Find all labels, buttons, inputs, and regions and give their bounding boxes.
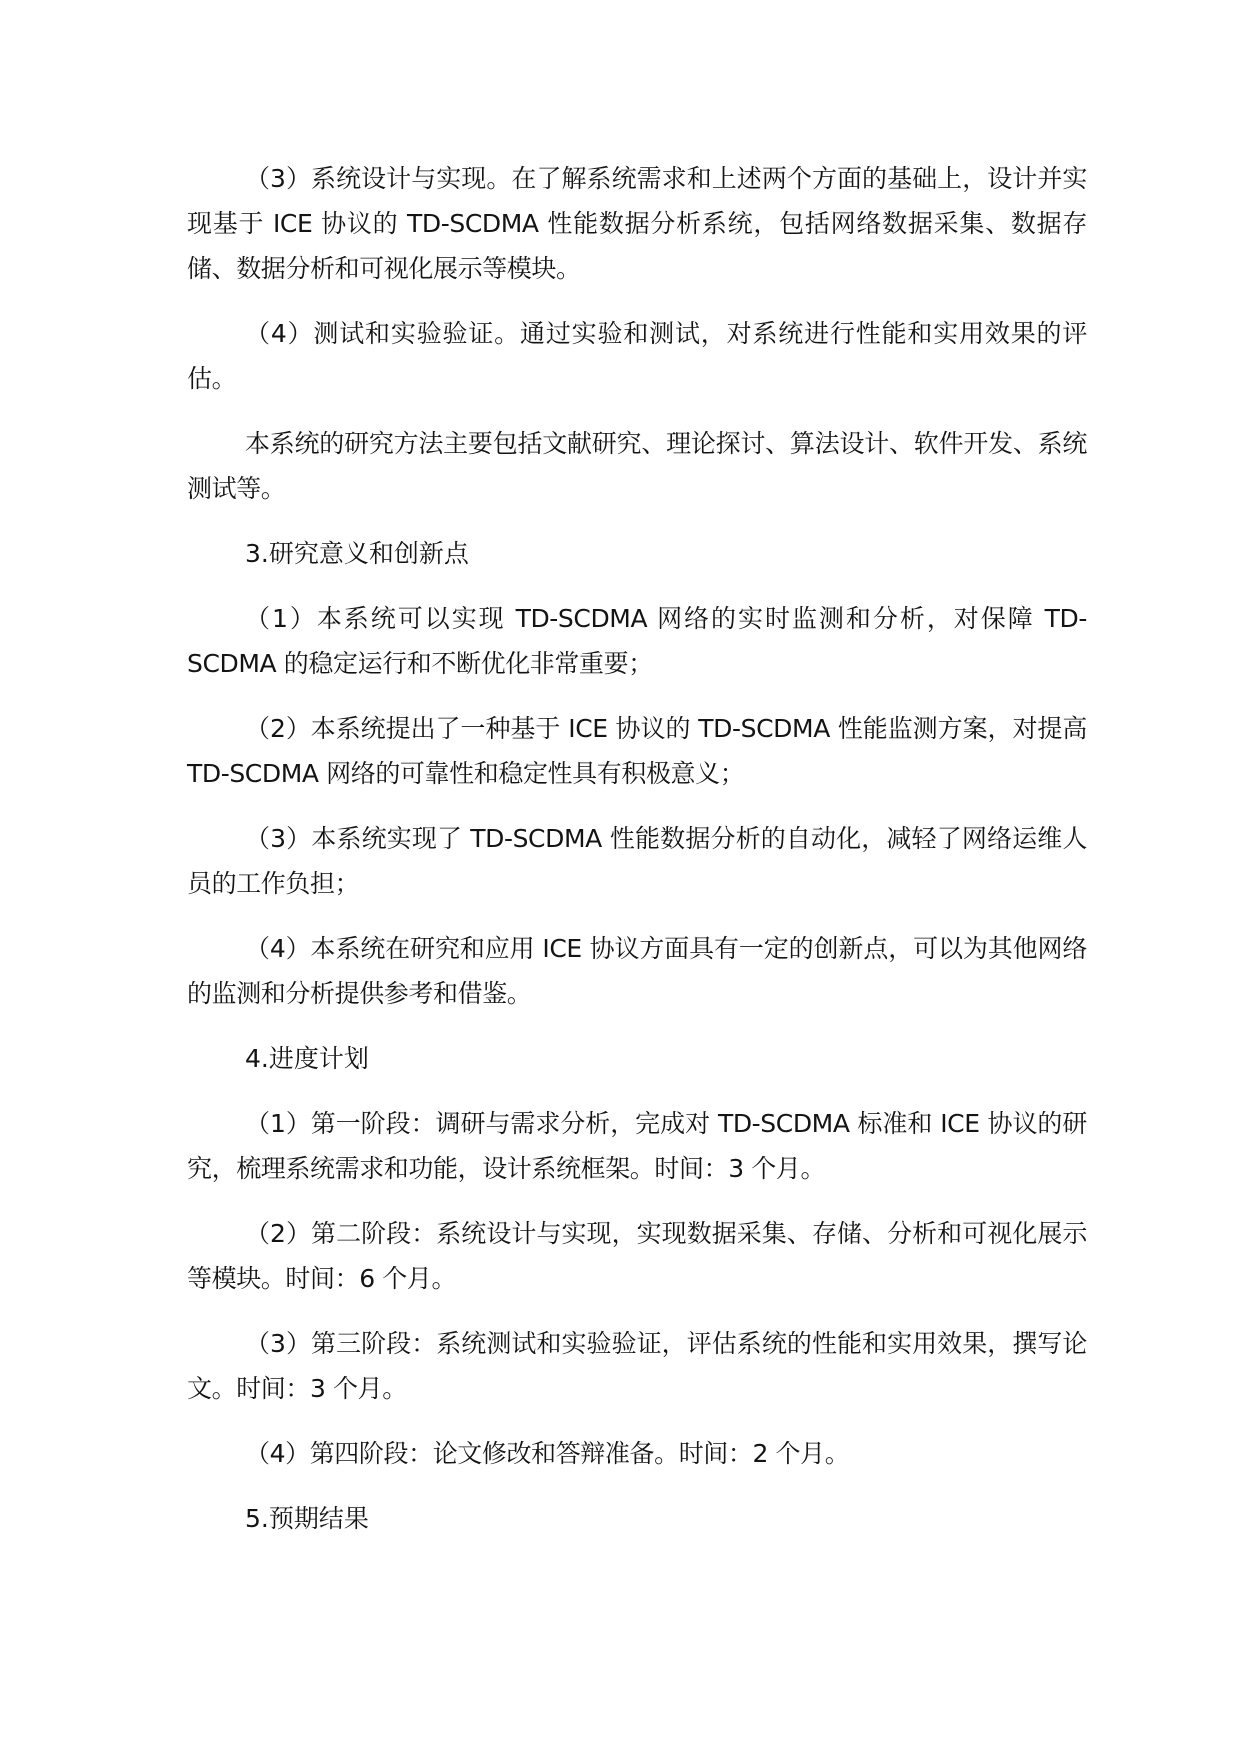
document-body	[187, 156, 1087, 1561]
paragraph-significance-3: （3）本系统实现了 TD-SCDMA 性能数据分析的自动化，减轻了网络运维人员的工作负担；	[187, 824, 1087, 898]
paragraph-schedule-1: （1）第一阶段：调研与需求分析，完成对 TD-SCDMA 标准和 ICE 协议的研究，梳理系统需求和功能，设计系统框架。时间：3 个月。	[187, 1109, 1087, 1183]
paragraph-significance-2: （2）本系统提出了一种基于 ICE 协议的 TD-SCDMA 性能监测方案，对提高 TD-SCDMA 网络的可靠性和稳定性具有积极意义；	[187, 714, 1087, 788]
paragraph-significance-4: （4）本系统在研究和应用 ICE 协议方面具有一定的创新点，可以为其他网络的监测和分析提供参考和借鉴。	[187, 934, 1087, 1008]
section-heading-schedule: 4.进度计划	[245, 1044, 369, 1073]
paragraph-schedule-4: （4）第四阶段：论文修改和答辩准备。时间：2 个月。	[245, 1439, 850, 1468]
paragraph-research-methods: 本系统的研究方法主要包括文献研究、理论探讨、算法设计、软件开发、系统测试等。	[187, 429, 1087, 503]
section-heading-significance: 3.研究意义和创新点	[245, 539, 469, 568]
paragraph-schedule-3: （3）第三阶段：系统测试和实验验证，评估系统的性能和实用效果，撰写论文。时间：3 个月。	[187, 1329, 1087, 1403]
paragraph-system-design: （3）系统设计与实现。在了解系统需求和上述两个方面的基础上，设计并实现基于 ICE 协议的 TD-SCDMA 性能数据分析系统，包括网络数据采集、数据存储、数据分析和可视化展示等模块。	[187, 164, 1087, 283]
section-heading-expected-results: 5.预期结果	[245, 1504, 369, 1533]
paragraph-testing: （4）测试和实验验证。通过实验和测试，对系统进行性能和实用效果的评估。	[187, 319, 1087, 393]
paragraph-significance-1: （1）本系统可以实现 TD-SCDMA 网络的实时监测和分析，对保障 TD-SCDMA 的稳定运行和不断优化非常重要；	[187, 604, 1087, 678]
paragraph-schedule-2: （2）第二阶段：系统设计与实现，实现数据采集、存储、分析和可视化展示等模块。时间：6 个月。	[187, 1219, 1087, 1293]
